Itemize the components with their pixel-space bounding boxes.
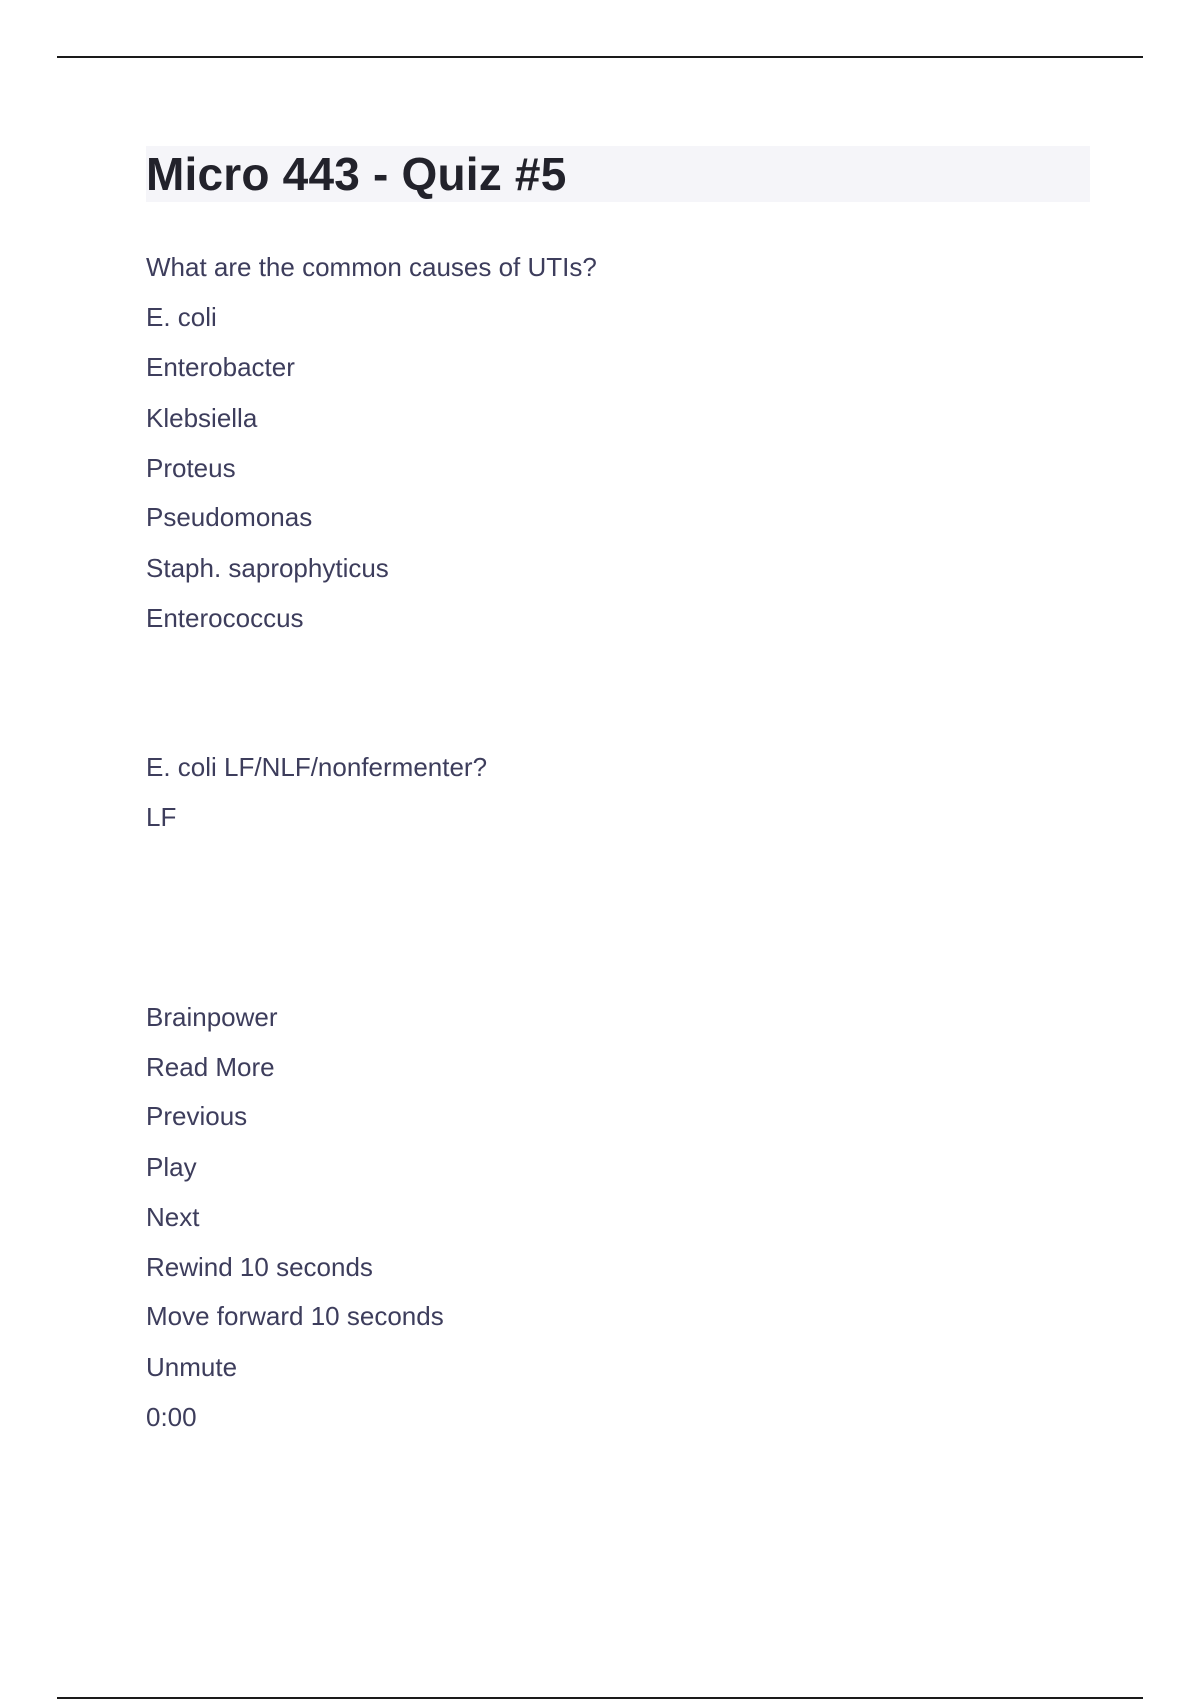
answer-item: Klebsiella — [146, 403, 258, 433]
answer-item: Pseudomonas — [146, 502, 313, 532]
answer-item: Enterococcus — [146, 603, 304, 633]
read-more-link[interactable]: Read More — [146, 1052, 275, 1082]
next-button[interactable]: Next — [146, 1202, 200, 1232]
question-1: What are the common causes of UTIs? — [146, 252, 597, 282]
previous-button[interactable]: Previous — [146, 1101, 248, 1131]
question-2: E. coli LF/NLF/nonfermenter? — [146, 752, 488, 782]
top-rule — [57, 56, 1143, 58]
answer-item: Proteus — [146, 453, 236, 483]
bottom-rule — [57, 1697, 1143, 1699]
answer-item: E. coli — [146, 302, 217, 332]
brainpower-label: Brainpower — [146, 1002, 278, 1032]
forward-button[interactable]: Move forward 10 seconds — [146, 1301, 444, 1331]
unmute-button[interactable]: Unmute — [146, 1352, 238, 1382]
play-button[interactable]: Play — [146, 1152, 197, 1182]
answer-item: Enterobacter — [146, 352, 295, 382]
answer-item: LF — [146, 802, 177, 832]
rewind-button[interactable]: Rewind 10 seconds — [146, 1252, 373, 1282]
page-title: Micro 443 - Quiz #5 — [146, 148, 567, 200]
time-display: 0:00 — [146, 1402, 197, 1432]
answer-item: Staph. saprophyticus — [146, 553, 389, 583]
